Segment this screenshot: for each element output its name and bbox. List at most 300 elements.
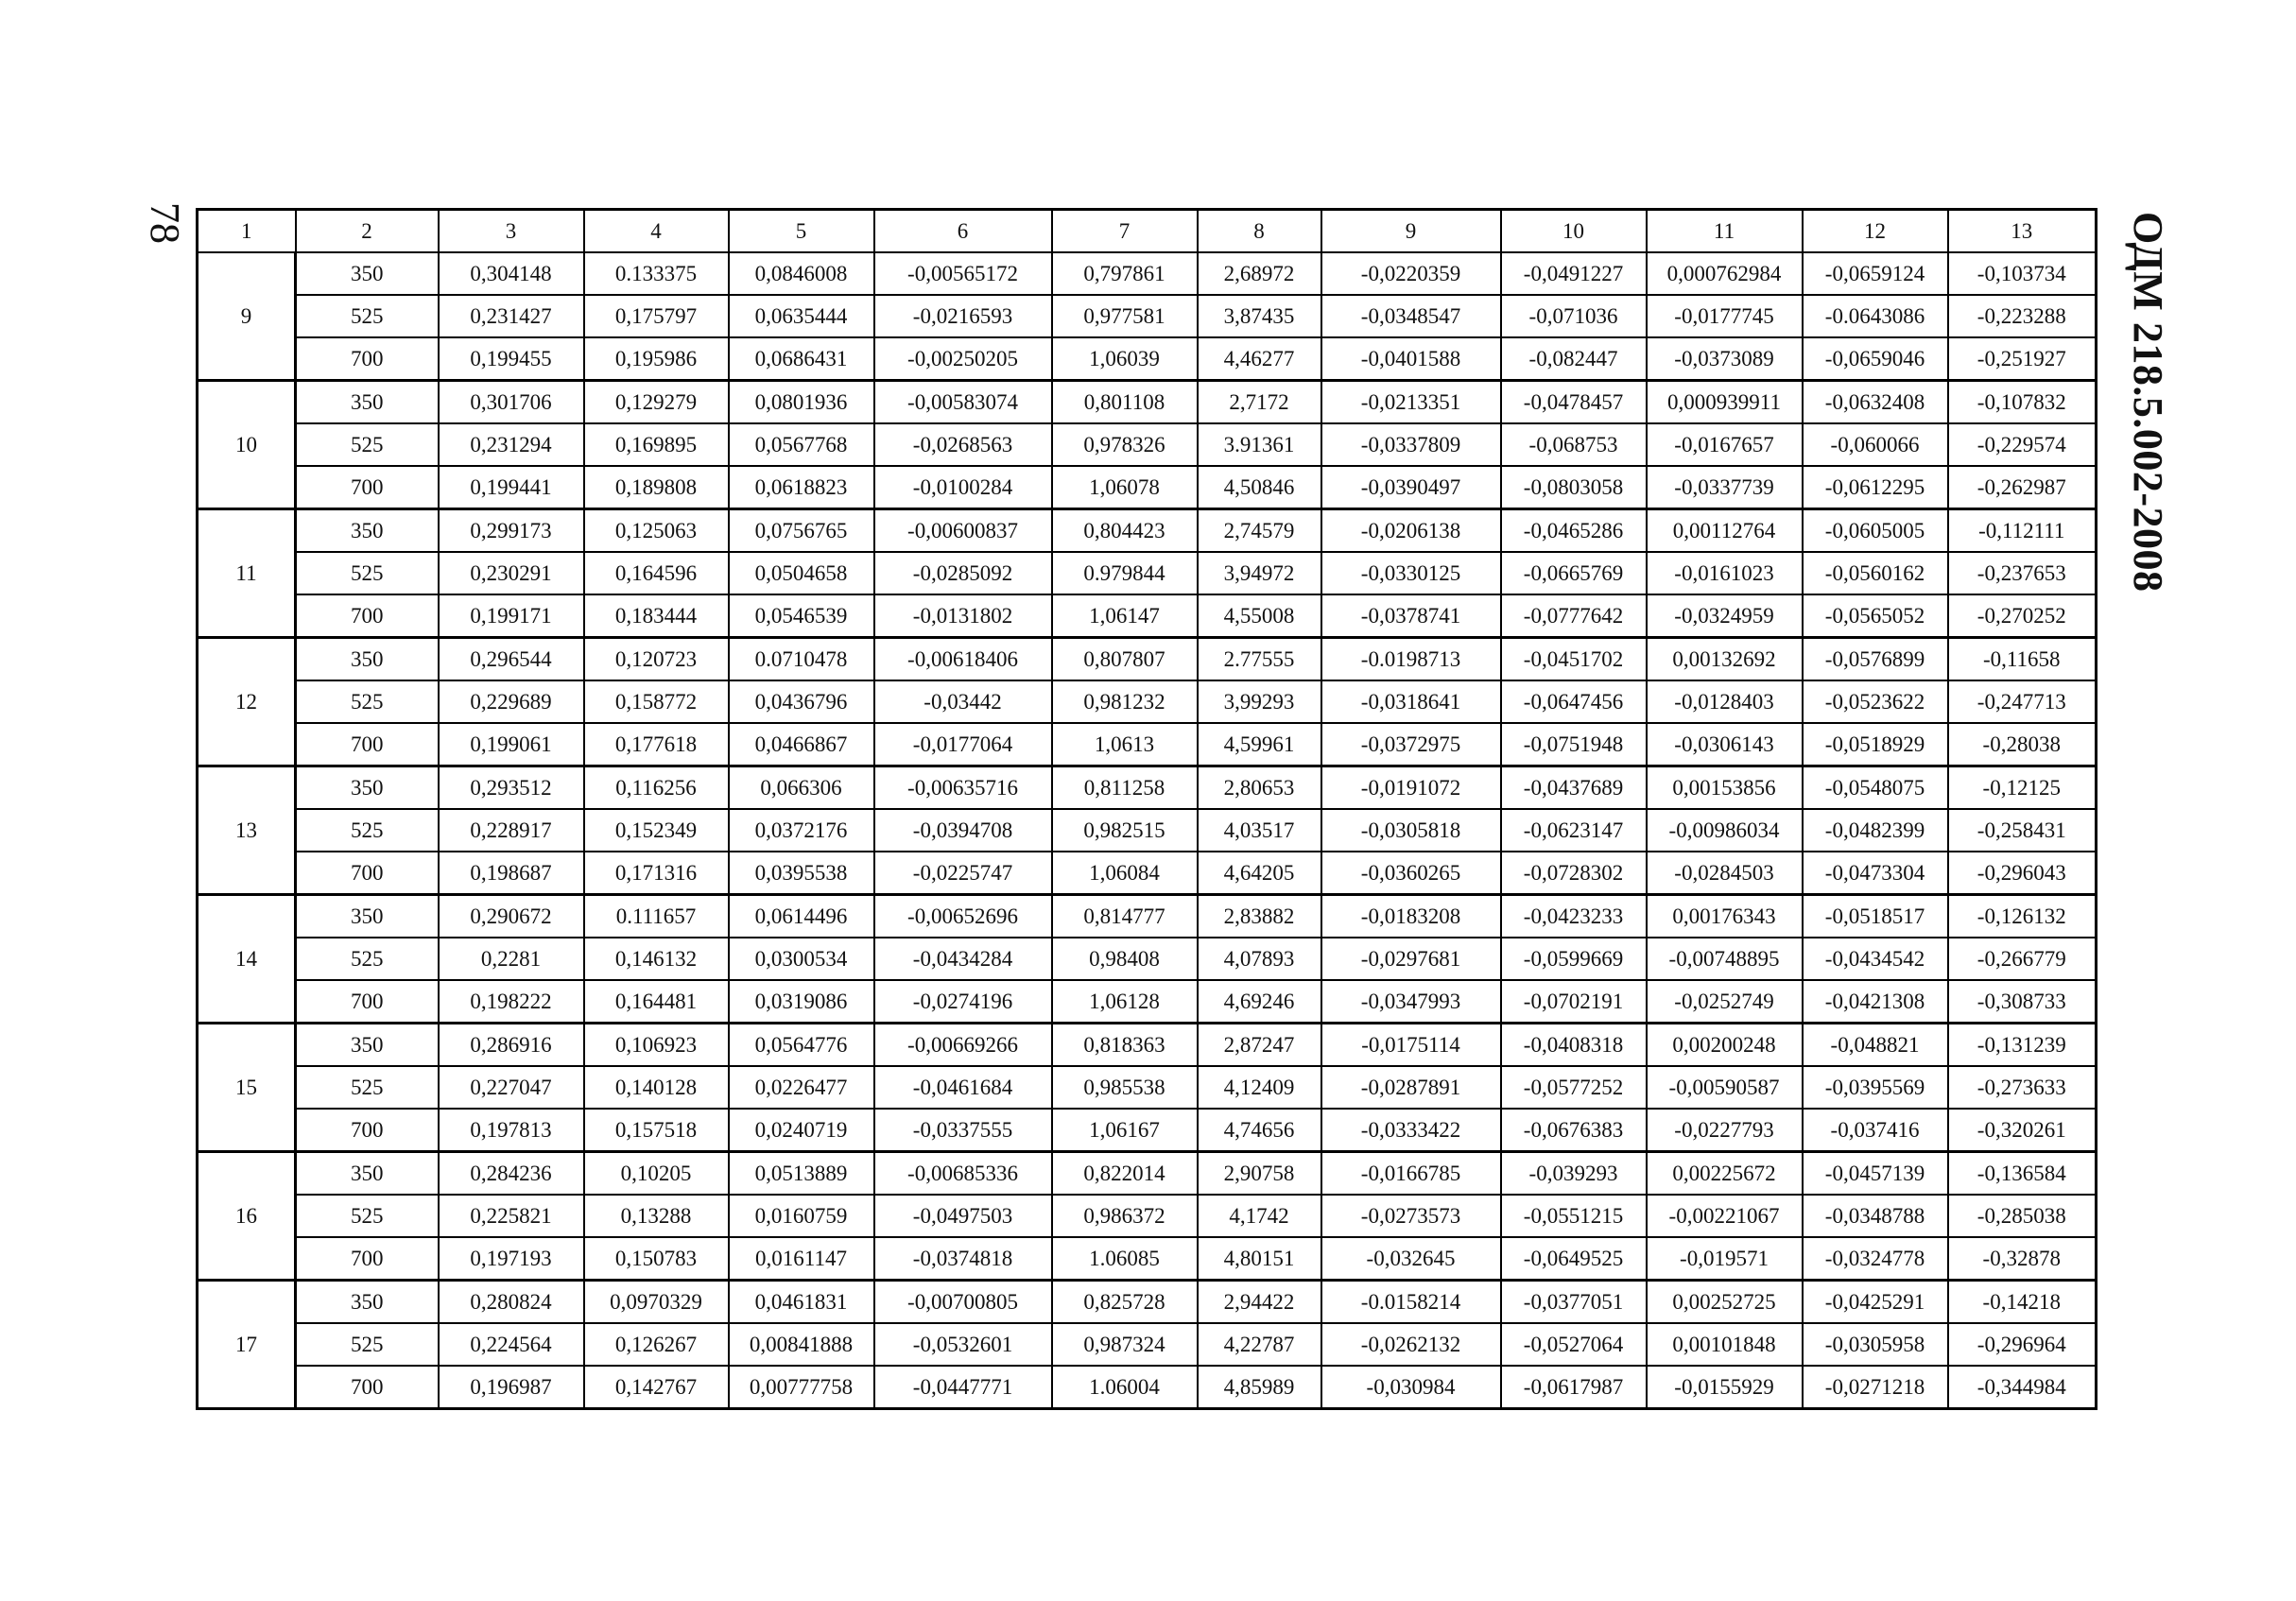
cell-col-12: -0.0643086 [1803,295,1948,337]
cell-col-9: -0,0390497 [1321,466,1501,509]
cell-col-5: 0,0614496 [729,895,874,938]
cell-col-8: 2.77555 [1198,638,1321,681]
cell-col-8: 2,90758 [1198,1152,1321,1196]
cell-col-11: 0,000762984 [1647,252,1803,295]
cell-col-5: 0,0846008 [729,252,874,295]
cell-col-6: -0,0274196 [874,980,1052,1024]
cell-col-7: 1,06078 [1052,466,1198,509]
table-row [198,1024,2097,1067]
cell-col-6: -0,0216593 [874,295,1052,337]
cell-col-3: 0,280824 [439,1281,584,1324]
cell-col-12: -0,0576899 [1803,638,1948,681]
cell-col-10: -0,0478457 [1501,381,1647,424]
cell-col-11: -0,0177745 [1647,295,1803,337]
cell-col-3: 0,199061 [439,723,584,766]
cell-col-11: 0,00153856 [1647,766,1803,810]
cell-col-12: -0,0425291 [1803,1281,1948,1324]
cell-col-4: 0,129279 [584,381,729,424]
cell-col-2: 350 [296,381,439,424]
cell-col-13: -0,296043 [1948,852,2097,895]
cell-col-7: 1,06084 [1052,852,1198,895]
cell-col-8: 3,94972 [1198,552,1321,594]
cell-col-4: 0,10205 [584,1152,729,1196]
cell-col-11: -0,0227793 [1647,1109,1803,1152]
cell-col-3: 0,231427 [439,295,584,337]
cell-col-13: -0,14218 [1948,1281,2097,1324]
cell-col-10: -0,0623147 [1501,809,1647,852]
cell-col-3: 0,284236 [439,1152,584,1196]
cell-col-3: 0,293512 [439,766,584,810]
cell-col-4: 0,171316 [584,852,729,895]
cell-col-5: 0,0161147 [729,1237,874,1281]
cell-col-9: -0,0333422 [1321,1109,1501,1152]
column-header-8: 8 [1198,210,1321,253]
cell-col-2: 350 [296,252,439,295]
cell-col-6: -0,00669266 [874,1024,1052,1067]
table-row [198,423,2097,466]
cell-col-11: -0,00986034 [1647,809,1803,852]
cell-col-10: -0,0617987 [1501,1366,1647,1409]
cell-col-12: -0,0548075 [1803,766,1948,810]
cell-col-11: -0,0284503 [1647,852,1803,895]
column-header-5: 5 [729,210,874,253]
cell-col-7: 1,06128 [1052,980,1198,1024]
cell-col-13: -0,237653 [1948,552,2097,594]
cell-col-13: -0,258431 [1948,809,2097,852]
cell-col-12: -0,0632408 [1803,381,1948,424]
cell-col-5: 0,0160759 [729,1195,874,1237]
cell-col-3: 0,199455 [439,337,584,381]
group-number-cell: 11 [198,509,296,638]
cell-col-7: 0,986372 [1052,1195,1198,1237]
cell-col-8: 4,22787 [1198,1323,1321,1366]
cell-col-3: 0,231294 [439,423,584,466]
table-row [198,1323,2097,1366]
cell-col-3: 0,299173 [439,509,584,553]
cell-col-4: 0,158772 [584,680,729,723]
cell-col-2: 350 [296,895,439,938]
cell-col-11: -0,00748895 [1647,938,1803,980]
cell-col-6: -0,0285092 [874,552,1052,594]
cell-col-5: 0,0319086 [729,980,874,1024]
table-row [198,1281,2097,1324]
table-row [198,594,2097,638]
cell-col-4: 0,150783 [584,1237,729,1281]
cell-col-9: -0,032645 [1321,1237,1501,1281]
cell-col-9: -0,0166785 [1321,1152,1501,1196]
cell-col-2: 350 [296,509,439,553]
table-row [198,337,2097,381]
cell-col-12: -0,0421308 [1803,980,1948,1024]
cell-col-6: -0,0497503 [874,1195,1052,1237]
cell-col-3: 0,296544 [439,638,584,681]
cell-col-8: 4,12409 [1198,1066,1321,1109]
cell-col-8: 4,03517 [1198,809,1321,852]
cell-col-12: -0,0324778 [1803,1237,1948,1281]
cell-col-2: 350 [296,1024,439,1067]
table-row [198,1366,2097,1409]
cell-col-3: 0,198687 [439,852,584,895]
cell-col-8: 2,74579 [1198,509,1321,553]
cell-col-9: -0,0318641 [1321,680,1501,723]
cell-col-2: 700 [296,466,439,509]
cell-col-12: -0,0348788 [1803,1195,1948,1237]
cell-col-7: 0,981232 [1052,680,1198,723]
cell-col-13: -0,262987 [1948,466,2097,509]
cell-col-13: -0,285038 [1948,1195,2097,1237]
cell-col-4: 0,0970329 [584,1281,729,1324]
cell-col-8: 2,7172 [1198,381,1321,424]
data-table [196,208,2097,1410]
cell-col-5: 0,0461831 [729,1281,874,1324]
cell-col-3: 0,224564 [439,1323,584,1366]
cell-col-4: 0,13288 [584,1195,729,1237]
table-row [198,766,2097,810]
table-row [198,381,2097,424]
cell-col-9: -0,0183208 [1321,895,1501,938]
cell-col-2: 525 [296,1323,439,1366]
cell-col-6: -0,00600837 [874,509,1052,553]
cell-col-6: -0,00583074 [874,381,1052,424]
cell-col-12: -0,0560162 [1803,552,1948,594]
cell-col-11: 0,00200248 [1647,1024,1803,1067]
cell-col-13: -0,126132 [1948,895,2097,938]
cell-col-8: 4,07893 [1198,938,1321,980]
cell-col-9: -0,0175114 [1321,1024,1501,1067]
cell-col-10: -0,0649525 [1501,1237,1647,1281]
cell-col-10: -0,0408318 [1501,1024,1647,1067]
cell-col-11: -0,0167657 [1647,423,1803,466]
cell-col-5: 0,0466867 [729,723,874,766]
cell-col-9: -0,0191072 [1321,766,1501,810]
cell-col-9: -0,0273573 [1321,1195,1501,1237]
cell-col-8: 3.91361 [1198,423,1321,466]
group-number-cell: 12 [198,638,296,766]
cell-col-9: -0.0158214 [1321,1281,1501,1324]
cell-col-13: -0,247713 [1948,680,2097,723]
cell-col-13: -0,131239 [1948,1024,2097,1067]
table-row [198,1152,2097,1196]
cell-col-7: 0,801108 [1052,381,1198,424]
cell-col-13: -0,266779 [1948,938,2097,980]
cell-col-10: -0,0527064 [1501,1323,1647,1366]
cell-col-7: 1,06147 [1052,594,1198,638]
cell-col-13: -0,229574 [1948,423,2097,466]
cell-col-4: 0,152349 [584,809,729,852]
cell-col-6: -0,0225747 [874,852,1052,895]
column-header-12: 12 [1803,210,1948,253]
cell-col-4: 0,175797 [584,295,729,337]
cell-col-7: 1,06167 [1052,1109,1198,1152]
cell-col-6: -0,0268563 [874,423,1052,466]
cell-col-7: 0,814777 [1052,895,1198,938]
column-header-3: 3 [439,210,584,253]
cell-col-4: 0,142767 [584,1366,729,1409]
cell-col-5: 0,00777758 [729,1366,874,1409]
cell-col-8: 4,46277 [1198,337,1321,381]
cell-col-13: -0,273633 [1948,1066,2097,1109]
cell-col-7: 0,985538 [1052,1066,1198,1109]
cell-col-9: -0,0206138 [1321,509,1501,553]
cell-col-9: -0,0372975 [1321,723,1501,766]
cell-col-3: 0,2281 [439,938,584,980]
table-row [198,1195,2097,1237]
cell-col-13: -0,11658 [1948,638,2097,681]
cell-col-2: 700 [296,1366,439,1409]
cell-col-10: -0,0676383 [1501,1109,1647,1152]
group-number-cell: 15 [198,1024,296,1152]
cell-col-2: 525 [296,295,439,337]
cell-col-8: 4,64205 [1198,852,1321,895]
table-row [198,638,2097,681]
cell-col-10: -0,082447 [1501,337,1647,381]
cell-col-6: -0,00700805 [874,1281,1052,1324]
cell-col-3: 0,286916 [439,1024,584,1067]
cell-col-12: -0,0518517 [1803,895,1948,938]
cell-col-11: -0,0324959 [1647,594,1803,638]
page-number: 78 [142,202,188,244]
column-header-13: 13 [1948,210,2097,253]
cell-col-13: -0,32878 [1948,1237,2097,1281]
cell-col-3: 0,230291 [439,552,584,594]
cell-col-9: -0,0347993 [1321,980,1501,1024]
cell-col-8: 4,85989 [1198,1366,1321,1409]
cell-col-9: -0,030984 [1321,1366,1501,1409]
cell-col-4: 0,125063 [584,509,729,553]
cell-col-6: -0,0131802 [874,594,1052,638]
cell-col-7: 1.06085 [1052,1237,1198,1281]
cell-col-10: -0,0437689 [1501,766,1647,810]
cell-col-11: -0,0337739 [1647,466,1803,509]
cell-col-12: -0,0605005 [1803,509,1948,553]
cell-col-4: 0,164481 [584,980,729,1024]
cell-col-11: 0,000939911 [1647,381,1803,424]
cell-col-3: 0,227047 [439,1066,584,1109]
cell-col-5: 0,0226477 [729,1066,874,1109]
cell-col-2: 525 [296,938,439,980]
cell-col-8: 4,80151 [1198,1237,1321,1281]
cell-col-10: -0,0377051 [1501,1281,1647,1324]
cell-col-9: -0,0213351 [1321,381,1501,424]
table-row [198,938,2097,980]
table-row [198,1066,2097,1109]
table-row [198,980,2097,1024]
cell-col-3: 0,290672 [439,895,584,938]
cell-col-8: 3,99293 [1198,680,1321,723]
cell-col-3: 0,225821 [439,1195,584,1237]
cell-col-2: 525 [296,423,439,466]
cell-col-2: 700 [296,980,439,1024]
cell-col-2: 525 [296,809,439,852]
cell-col-7: 0,807807 [1052,638,1198,681]
cell-col-3: 0,304148 [439,252,584,295]
group-number-cell: 14 [198,895,296,1024]
cell-col-12: -0,0659046 [1803,337,1948,381]
cell-col-3: 0,301706 [439,381,584,424]
cell-col-6: -0,0177064 [874,723,1052,766]
cell-col-6: -0,00685336 [874,1152,1052,1196]
cell-col-3: 0,197813 [439,1109,584,1152]
cell-col-11: 0,00252725 [1647,1281,1803,1324]
group-number-cell: 16 [198,1152,296,1281]
cell-col-10: -0,0728302 [1501,852,1647,895]
cell-col-9: -0,0262132 [1321,1323,1501,1366]
cell-col-6: -0,0461684 [874,1066,1052,1109]
cell-col-2: 700 [296,337,439,381]
document-code-header: ОДМ 218.5.002-2008 [2125,212,2171,593]
cell-col-2: 350 [296,1152,439,1196]
cell-col-12: -0,0271218 [1803,1366,1948,1409]
column-header-4: 4 [584,210,729,253]
cell-col-6: -0,00565172 [874,252,1052,295]
cell-col-11: -0,0252749 [1647,980,1803,1024]
cell-col-6: -0,03442 [874,680,1052,723]
cell-col-3: 0,197193 [439,1237,584,1281]
cell-col-7: 0,804423 [1052,509,1198,553]
cell-col-4: 0,140128 [584,1066,729,1109]
cell-col-8: 4,50846 [1198,466,1321,509]
cell-col-10: -0,068753 [1501,423,1647,466]
cell-col-5: 0,00841888 [729,1323,874,1366]
cell-col-5: 0.0710478 [729,638,874,681]
cell-col-11: 0,00112764 [1647,509,1803,553]
cell-col-6: -0,00618406 [874,638,1052,681]
cell-col-5: 0,0756765 [729,509,874,553]
table-row [198,552,2097,594]
cell-col-13: -0,270252 [1948,594,2097,638]
table-row [198,723,2097,766]
cell-col-12: -0,0565052 [1803,594,1948,638]
cell-col-5: 0,0240719 [729,1109,874,1152]
cell-col-11: -0,0161023 [1647,552,1803,594]
cell-col-2: 525 [296,680,439,723]
cell-col-9: -0,0337809 [1321,423,1501,466]
cell-col-6: -0,0532601 [874,1323,1052,1366]
table-row [198,1237,2097,1281]
cell-col-8: 4,55008 [1198,594,1321,638]
table-row [198,252,2097,295]
cell-col-7: 0,822014 [1052,1152,1198,1196]
cell-col-9: -0.0198713 [1321,638,1501,681]
cell-col-12: -0,048821 [1803,1024,1948,1067]
cell-col-12: -0,0612295 [1803,466,1948,509]
cell-col-11: -0,00221067 [1647,1195,1803,1237]
cell-col-4: 0,157518 [584,1109,729,1152]
cell-col-10: -0,039293 [1501,1152,1647,1196]
cell-col-7: 0,811258 [1052,766,1198,810]
cell-col-7: 0,825728 [1052,1281,1198,1324]
cell-col-13: -0,320261 [1948,1109,2097,1152]
cell-col-12: -0,0518929 [1803,723,1948,766]
cell-col-2: 700 [296,1237,439,1281]
cell-col-5: 0,0372176 [729,809,874,852]
cell-col-9: -0,0348547 [1321,295,1501,337]
cell-col-2: 350 [296,1281,439,1324]
cell-col-8: 3,87435 [1198,295,1321,337]
cell-col-5: 0,0567768 [729,423,874,466]
cell-col-9: -0,0401588 [1321,337,1501,381]
cell-col-2: 700 [296,852,439,895]
cell-col-5: 0,0686431 [729,337,874,381]
cell-col-3: 0,196987 [439,1366,584,1409]
cell-col-4: 0,106923 [584,1024,729,1067]
cell-col-6: -0,0337555 [874,1109,1052,1152]
table-row [198,295,2097,337]
cell-col-12: -0,0434542 [1803,938,1948,980]
group-number-cell: 13 [198,766,296,895]
cell-col-12: -0,0395569 [1803,1066,1948,1109]
cell-col-8: 4,69246 [1198,980,1321,1024]
cell-col-9: -0,0330125 [1321,552,1501,594]
cell-col-13: -0,107832 [1948,381,2097,424]
cell-col-4: 0,183444 [584,594,729,638]
cell-col-4: 0,164596 [584,552,729,594]
cell-col-8: 2,87247 [1198,1024,1321,1067]
cell-col-8: 4,1742 [1198,1195,1321,1237]
cell-col-4: 0.133375 [584,252,729,295]
cell-col-6: -0,0434284 [874,938,1052,980]
cell-col-4: 0,120723 [584,638,729,681]
cell-col-4: 0,116256 [584,766,729,810]
cell-col-13: -0,136584 [1948,1152,2097,1196]
cell-col-11: -0,0306143 [1647,723,1803,766]
cell-col-6: -0,0394708 [874,809,1052,852]
cell-col-12: -0,0482399 [1803,809,1948,852]
cell-col-3: 0,199171 [439,594,584,638]
cell-col-4: 0,195986 [584,337,729,381]
table-row [198,680,2097,723]
cell-col-5: 0,0513889 [729,1152,874,1196]
cell-col-2: 525 [296,1195,439,1237]
cell-col-13: -0,223288 [1948,295,2097,337]
cell-col-12: -0,0305958 [1803,1323,1948,1366]
cell-col-11: 0,00101848 [1647,1323,1803,1366]
cell-col-4: 0.111657 [584,895,729,938]
cell-col-12: -0,0523622 [1803,680,1948,723]
cell-col-13: -0,308733 [1948,980,2097,1024]
cell-col-4: 0,146132 [584,938,729,980]
cell-col-10: -0,0803058 [1501,466,1647,509]
cell-col-11: 0,00132692 [1647,638,1803,681]
cell-col-9: -0,0297681 [1321,938,1501,980]
cell-col-7: 0,818363 [1052,1024,1198,1067]
table-row [198,466,2097,509]
cell-col-9: -0,0360265 [1321,852,1501,895]
cell-col-5: 0,0504658 [729,552,874,594]
cell-col-10: -0,0491227 [1501,252,1647,295]
cell-col-5: 0,0618823 [729,466,874,509]
table-row [198,1109,2097,1152]
column-header-11: 11 [1647,210,1803,253]
cell-col-8: 2,68972 [1198,252,1321,295]
cell-col-13: -0,103734 [1948,252,2097,295]
cell-col-4: 0,189808 [584,466,729,509]
cell-col-13: -0,251927 [1948,337,2097,381]
cell-col-10: -0,0702191 [1501,980,1647,1024]
table-row [198,809,2097,852]
cell-col-12: -0,0473304 [1803,852,1948,895]
cell-col-11: -0,0373089 [1647,337,1803,381]
cell-col-11: -0,019571 [1647,1237,1803,1281]
group-number-cell: 9 [198,252,296,381]
cell-col-9: -0,0220359 [1321,252,1501,295]
cell-col-7: 1.06004 [1052,1366,1198,1409]
cell-col-7: 0,98408 [1052,938,1198,980]
cell-col-13: -0,112111 [1948,509,2097,553]
cell-col-9: -0,0287891 [1321,1066,1501,1109]
cell-col-3: 0,228917 [439,809,584,852]
cell-col-6: -0,00635716 [874,766,1052,810]
